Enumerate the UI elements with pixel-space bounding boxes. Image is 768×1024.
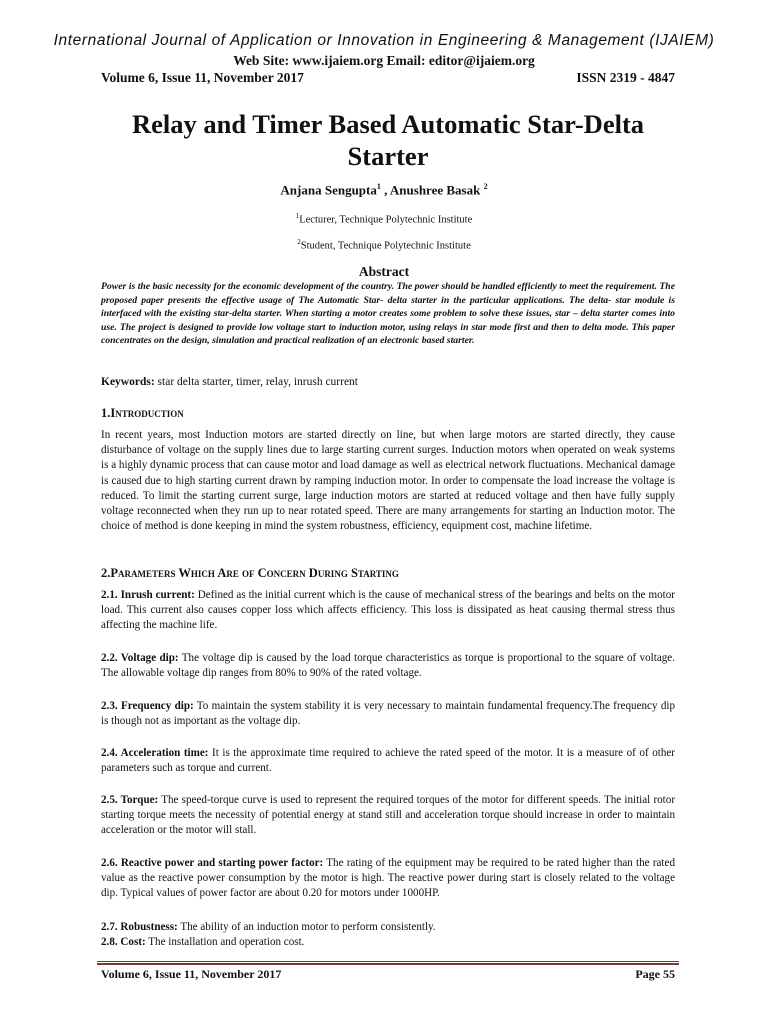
item-inrush-current: [101, 588, 675, 634]
section-1-paragraph: In recent years, most Induction motors are started directly on line, but when large motors are started directly, they cause disturbance of voltage on the supply lines due to large starting current surges. Induction motors when operated on weak systems is a highly dynamic process that can cause motor and load damage as well as electrical network fluctuations. Mechanical damage is caused due to high starting current drawn by ramping induction motor. In order to compensate the load increase the voltage is reduced. To limit the starting current surge, large induction motors are started at reduced voltage and then have fully supply voltage reconnected when they run up to near rotated speed. There are many arrangements for starting an Induction motor. The choice of method is done keeping in mind the system robustness, efficiency, equipment cost, machine lifetime.: [101, 429, 675, 533]
abstract-text: Power is the basic necessity for the economic development of the country. The power should be handled efficiently to meet the requirement. The proposed paper presents the effective usage of The Automatic Star- delta starter in the particular applications. The delta- star module is interfaced with the existing star-delta starter. When starting a motor creates some problem to solve these issues, star – delta starter comes into use. The project is designed to provide low voltage start to induction motor, using relays in star mode first and then to delta mode. This paper concentrates on the design, simulation and practical realization of an electronic based starter.: [101, 281, 675, 347]
footer-rule-thin: [97, 961, 679, 962]
item-text: It is the approximate time required to achieve the rated speed of the motor. It is a measure of of other parameters such as torque and current.: [101, 747, 675, 775]
keywords-label: Keywords:: [101, 376, 155, 388]
affiliation-2-text: Student, Technique Polytechnic Institute: [300, 240, 471, 252]
item-voltage-dip: [101, 651, 675, 681]
affiliation-2: [0, 238, 768, 252]
journal-website: Web Site: www.ijaiem.org Email: editor@ijaiem.org: [233, 53, 535, 68]
item-cost: [101, 935, 675, 950]
author-1: Anjana Sengupta: [280, 182, 377, 198]
item-text: Defined as the initial current which is the cause of mechanical stress of the bearings and belts on the motor load. This current also causes copper loss which affects efficiency. This loss is dissipated as heat causing thermal stress thus affecting the machine life.: [101, 589, 675, 632]
header-issn: ISSN 2319 - 4847: [576, 70, 675, 85]
abstract-heading: Abstract: [358, 264, 410, 279]
item-acceleration-time: [101, 746, 675, 776]
item-text: The speed-torque curve is used to represent the required torques of the motor for different speeds. The initial rotor starting torque meets the necessity of potential energy at stand still and acceleration torque should increase in order to maintain acceleration or the motor will stall.: [101, 794, 676, 837]
item-text: The ability of an induction motor to perform consistently.: [177, 921, 436, 933]
item-frequency-dip: [101, 699, 675, 729]
affiliation-1-sup: 1: [295, 212, 300, 220]
item-robustness: [101, 920, 675, 935]
item-label: 2.3. Frequency dip:: [101, 700, 194, 712]
item-label: 2.7. Robustness:: [101, 921, 178, 933]
item-label: 2.5. Torque:: [101, 794, 159, 806]
affiliation-1-text: Lecturer, Technique Polytechnic Institute: [299, 214, 473, 226]
item-text: To maintain the system stability it is very necessary to maintain fundamental frequency.The frequency dip is though not as important as the voltage dip.: [101, 700, 675, 728]
item-label: 2.1. Inrush current:: [101, 589, 195, 601]
footer-volume: Volume 6, Issue 11, November 2017: [101, 967, 282, 981]
section-1-heading: 1.Introduction: [101, 406, 184, 420]
page-footer: [101, 967, 675, 982]
item-text: The voltage dip is caused by the load torque characteristics as torque is proportional to the square of voltage. The allowable voltage dip ranges from 80% to 90% of the rated voltage.: [101, 652, 676, 680]
author-2-sup: 2: [483, 182, 488, 191]
header-volume: Volume 6, Issue 11, November 2017: [101, 70, 304, 85]
affiliation-1: [0, 212, 768, 226]
author-2: Anushree Basak: [389, 182, 481, 198]
item-text: The rating of the equipment may be required to be rated higher than the rated value as the reactive power consumption by the motor is high. The reactive power during start is closely related to the voltage dip. Typical values of power factor are about 0.20 for motors under 1000HP.: [101, 857, 675, 900]
item-label: 2.8. Cost:: [101, 936, 146, 948]
footer-rule-thick: [97, 963, 679, 965]
item-label: 2.2. Voltage dip:: [101, 652, 179, 664]
journal-name: International Journal of Application or Innovation in Engineering & Management (IJAIEM): [53, 32, 715, 49]
keywords-text: star delta starter, timer, relay, inrush current: [154, 376, 359, 388]
item-label: 2.4. Acceleration time:: [101, 747, 209, 759]
paper-title: Relay and Timer Based Automatic Star-Delta Starter: [131, 109, 645, 171]
item-label: 2.6. Reactive power and starting power factor:: [101, 857, 324, 869]
item-text: The installation and operation cost.: [145, 936, 305, 948]
page-number: Page 55: [635, 967, 675, 981]
author-line: [0, 182, 768, 198]
author-separator: ,: [380, 182, 390, 198]
volume-line: [101, 70, 675, 86]
author-1-sup: 1: [376, 182, 381, 191]
keywords: [101, 376, 675, 388]
affiliation-2-sup: 2: [297, 238, 301, 246]
item-torque: [101, 793, 675, 839]
section-2-heading: 2.Parameters Which Are of Concern During Starting: [101, 566, 399, 580]
item-reactive-power: [101, 856, 675, 902]
